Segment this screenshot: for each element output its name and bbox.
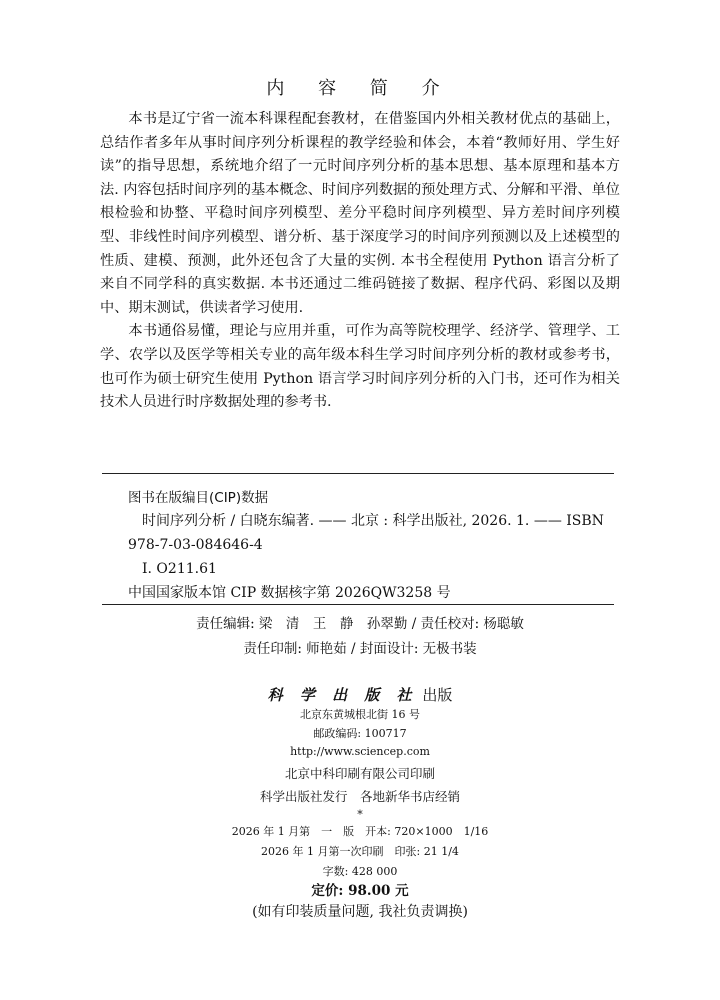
- staff-line-production: 责任印制: 师艳茹 / 封面设计: 无极书装: [243, 641, 477, 657]
- publisher-block: [0, 684, 720, 923]
- publisher-suffix: 出版: [422, 686, 453, 704]
- page-title: 内 容 简 介: [266, 78, 454, 99]
- publisher-name: 科 学 出 版 社: [267, 686, 418, 704]
- cip-line-number: 中国国家版本馆 CIP 数据核字第 2026QW3258 号: [128, 585, 451, 601]
- bottom-divider: [102, 604, 614, 605]
- staff-line-editors: 责任编辑: 梁 清 王 静 孙翠勤 / 责任校对: 杨聪敏: [196, 616, 524, 632]
- intro-text: [100, 108, 620, 415]
- cip-line-class: Ⅰ. O211.61: [142, 561, 217, 577]
- cip-heading: 图书在版编目(CIP)数据: [128, 490, 269, 506]
- top-divider: [102, 473, 614, 474]
- cip-line-title: 时间序列分析 / 白晓东编著. —— 北京 : 科学出版社, 2026. 1. —— ISBN: [142, 513, 604, 529]
- quality-notice: (如有印装质量问题, 我社负责调换): [252, 903, 468, 920]
- printer-line: 北京中科印刷有限公司印刷: [284, 765, 435, 781]
- distribution-line: 科学出版社发行 各地新华书店经销: [259, 788, 460, 804]
- cip-line-isbn: 978-7-03-084646-4: [128, 537, 263, 553]
- intro-paragraph-1: 本书是辽宁省一流本科课程配套教材，在借鉴国内外相关教材优点的基础上，总结作者多年从事时间序列分析课程的教学经验和体会，本着“教师好用、学生好读”的指导思想，系统地介绍了一元时间序列分析的基本思想、基本原理和基本方法. 内容包括时间序列的基本概念、时间序列数据的预处理方式、分解和平滑、单位根检验和协整、平稳时间序列模型、差分平稳时间序列模型、异方差时间序列模型、非线性时间序列模型、谱分析、基于深度学习的时间序列预测以及上述模型的性质、建模、预测，此外还包含了大量的实例. 本书全程使用 Python 语言分析了来自不同学科的真实数据. 本书还通过二维码链接了数据、程序代码、彩图以及期中、期末测试，供读者学习使用.: [100, 111, 620, 316]
- cip-record: [128, 509, 618, 605]
- edition-line: 2026 年 1 月第 一 版 开本: 720×1000 1/16: [231, 824, 489, 838]
- publisher-postcode: 邮政编码: 100717: [313, 726, 407, 740]
- wordcount-line: 字数: 428 000: [322, 864, 398, 878]
- publisher-line: [0, 684, 720, 706]
- separator-star: *: [357, 807, 363, 821]
- intro-paragraph-2: 本书通俗易懂，理论与应用并重，可作为高等院校理学、经济学、管理学、工学、农学以及医学等相关专业的高年级本科生学习时间序列分析的教材或参考书，也可作为硕士研究生使用 Python 语言学习时间序列分析的入门书，还可作为相关技术人员进行时序数据处理的参考书.: [100, 323, 620, 411]
- printing-line: 2026 年 1 月第一次印刷 印张: 21 1/4: [261, 844, 459, 858]
- price-line: 定价: 98.00 元: [311, 882, 409, 899]
- publisher-address: 北京东黄城根北街 16 号: [300, 708, 420, 721]
- publisher-website: http://www.sciencep.com: [290, 745, 430, 758]
